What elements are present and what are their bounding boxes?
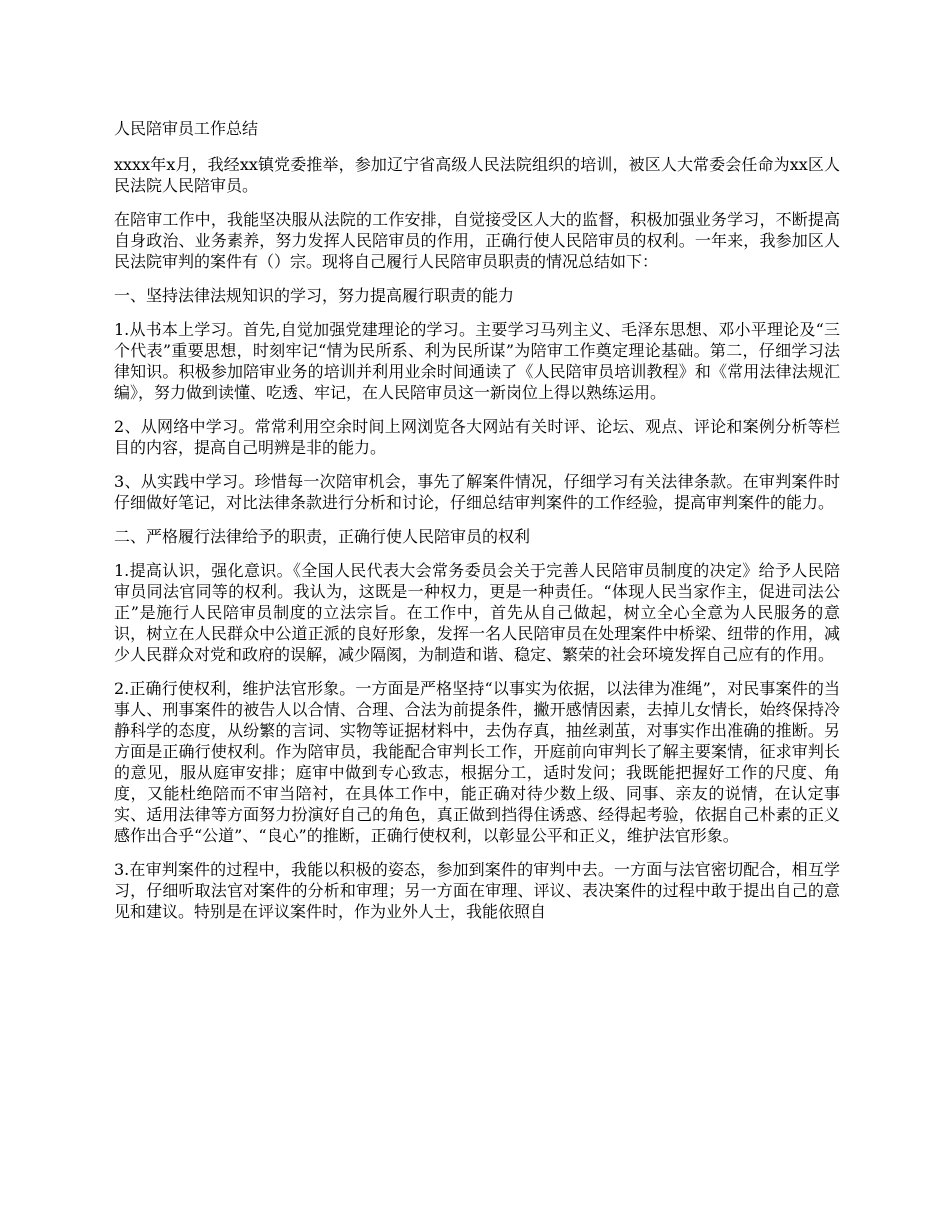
section-heading-1: 一、坚持法律法规知识的学习，努力提高履行职责的能力 — [114, 286, 515, 305]
paragraph-book-study: 1.从书本上学习。首先,自觉加强党建理论的学习。主要学习马列主义、毛泽东思想、邓小平理论及“三个代表”重要思想，时刻牢记“情为民所系、利为民所谋”为陪审工作奠定理论基础。第二，仔细学习法律知识。积极参加陪审业务的培训并利用业余时间通读了《人民陪审员培训教程》和《常用法律法规汇编》，努力做到读懂、吃透、牢记，在人民陪审员这一新岗位上得以熟练运用。 — [114, 320, 840, 402]
document-title: 人民陪审员工作总结 — [114, 119, 259, 138]
paragraph-appointment: xxxx年x月，我经xx镇党委推举，参加辽宁省高级人民法院组织的培训，被区人大常委会任命为xx区人民法院人民陪审员。 — [114, 155, 840, 195]
paragraph-online-study: 2、从网络中学习。常常利用空余时间上网浏览各大网站有关时评、论坛、观点、评论和案例分析等栏目的内容，提高自己明辨是非的能力。 — [114, 417, 840, 457]
paragraph-trial-participation: 3.在审判案件的过程中，我能以积极的姿态，参加到案件的审判中去。一方面与法官密切配合，相互学习，仔细听取法官对案件的分析和审理；另一方面在审理、评议、表决案件的过程中敢于提出自己的意见和建议。特别是在评议案件时，作为业外人士，我能依照自 — [114, 860, 840, 921]
paragraph-overview: 在陪审工作中，我能坚决服从法院的工作安排，自觉接受区人大的监督，积极加强业务学习，不断提高自身政治、业务素养，努力发挥人民陪审员的作用，正确行使人民陪审员的权利。一年来，我参加区人民法院审判的案件有（）宗。现将自己履行人民陪审员职责的情况总结如下： — [114, 210, 840, 271]
paragraph-exercise-rights: 2.正确行使权利，维护法官形象。一方面是严格坚持“以事实为依据，以法律为准绳”，对民事案件的当事人、刑事案件的被告人以合情、合理、合法为前提条件，撇开感情因素，去掉儿女情长，始终保持冷静科学的态度，从纷繁的言词、实物等证据材料中，去伪存真，抽丝剥茧，对事实作出准确的推断。另方面是正确行使权利。作为陪审员，我能配合审判长工作，开庭前向审判长了解主要案情，征求审判长的意见，服从庭审安排；庭审中做到专心致志，根据分工，适时发问；我既能把握好工作的尺度、角度，又能杜绝陪而不审当陪衬，在具体工作中，能正确对待少数上级、同事、亲友的说情，在认定事实、适用法律等方面努力扮演好自己的角色，真正做到挡得住诱惑、经得起考验，依据自己朴素的正义感作出合乎“公道”、“良心”的推断，正确行使权利，以彰显公平和正义，维护法官形象。 — [114, 679, 840, 845]
document-page — [114, 118, 840, 935]
section-heading-2: 二、严格履行法律给予的职责，正确行使人民陪审员的权利 — [114, 527, 531, 546]
paragraph-awareness: 1.提高认识，强化意识。《全国人民代表大会常务委员会关于完善人民陪审员制度的决定》给予人民陪审员同法官同等的权利。我认为，这既是一种权力，更是一种责任。“体现人民当家作主，促进司法公正”是施行人民陪审员制度的立法宗旨。在工作中，首先从自己做起，树立全心全意为人民服务的意识，树立在人民群众中公道正派的良好形象，发挥一名人民陪审员在处理案件中桥梁、纽带的作用，减少人民群众对党和政府的误解，减少隔阂，为制造和谐、稳定、繁荣的社会环境发挥自己应有的作用。 — [114, 561, 840, 664]
paragraph-practice-study: 3、从实践中学习。珍惜每一次陪审机会，事先了解案件情况，仔细学习有关法律条款。在审判案件时仔细做好笔记，对比法律条款进行分析和讨论，仔细总结审判案件的工作经验，提高审判案件的能力。 — [114, 472, 840, 512]
